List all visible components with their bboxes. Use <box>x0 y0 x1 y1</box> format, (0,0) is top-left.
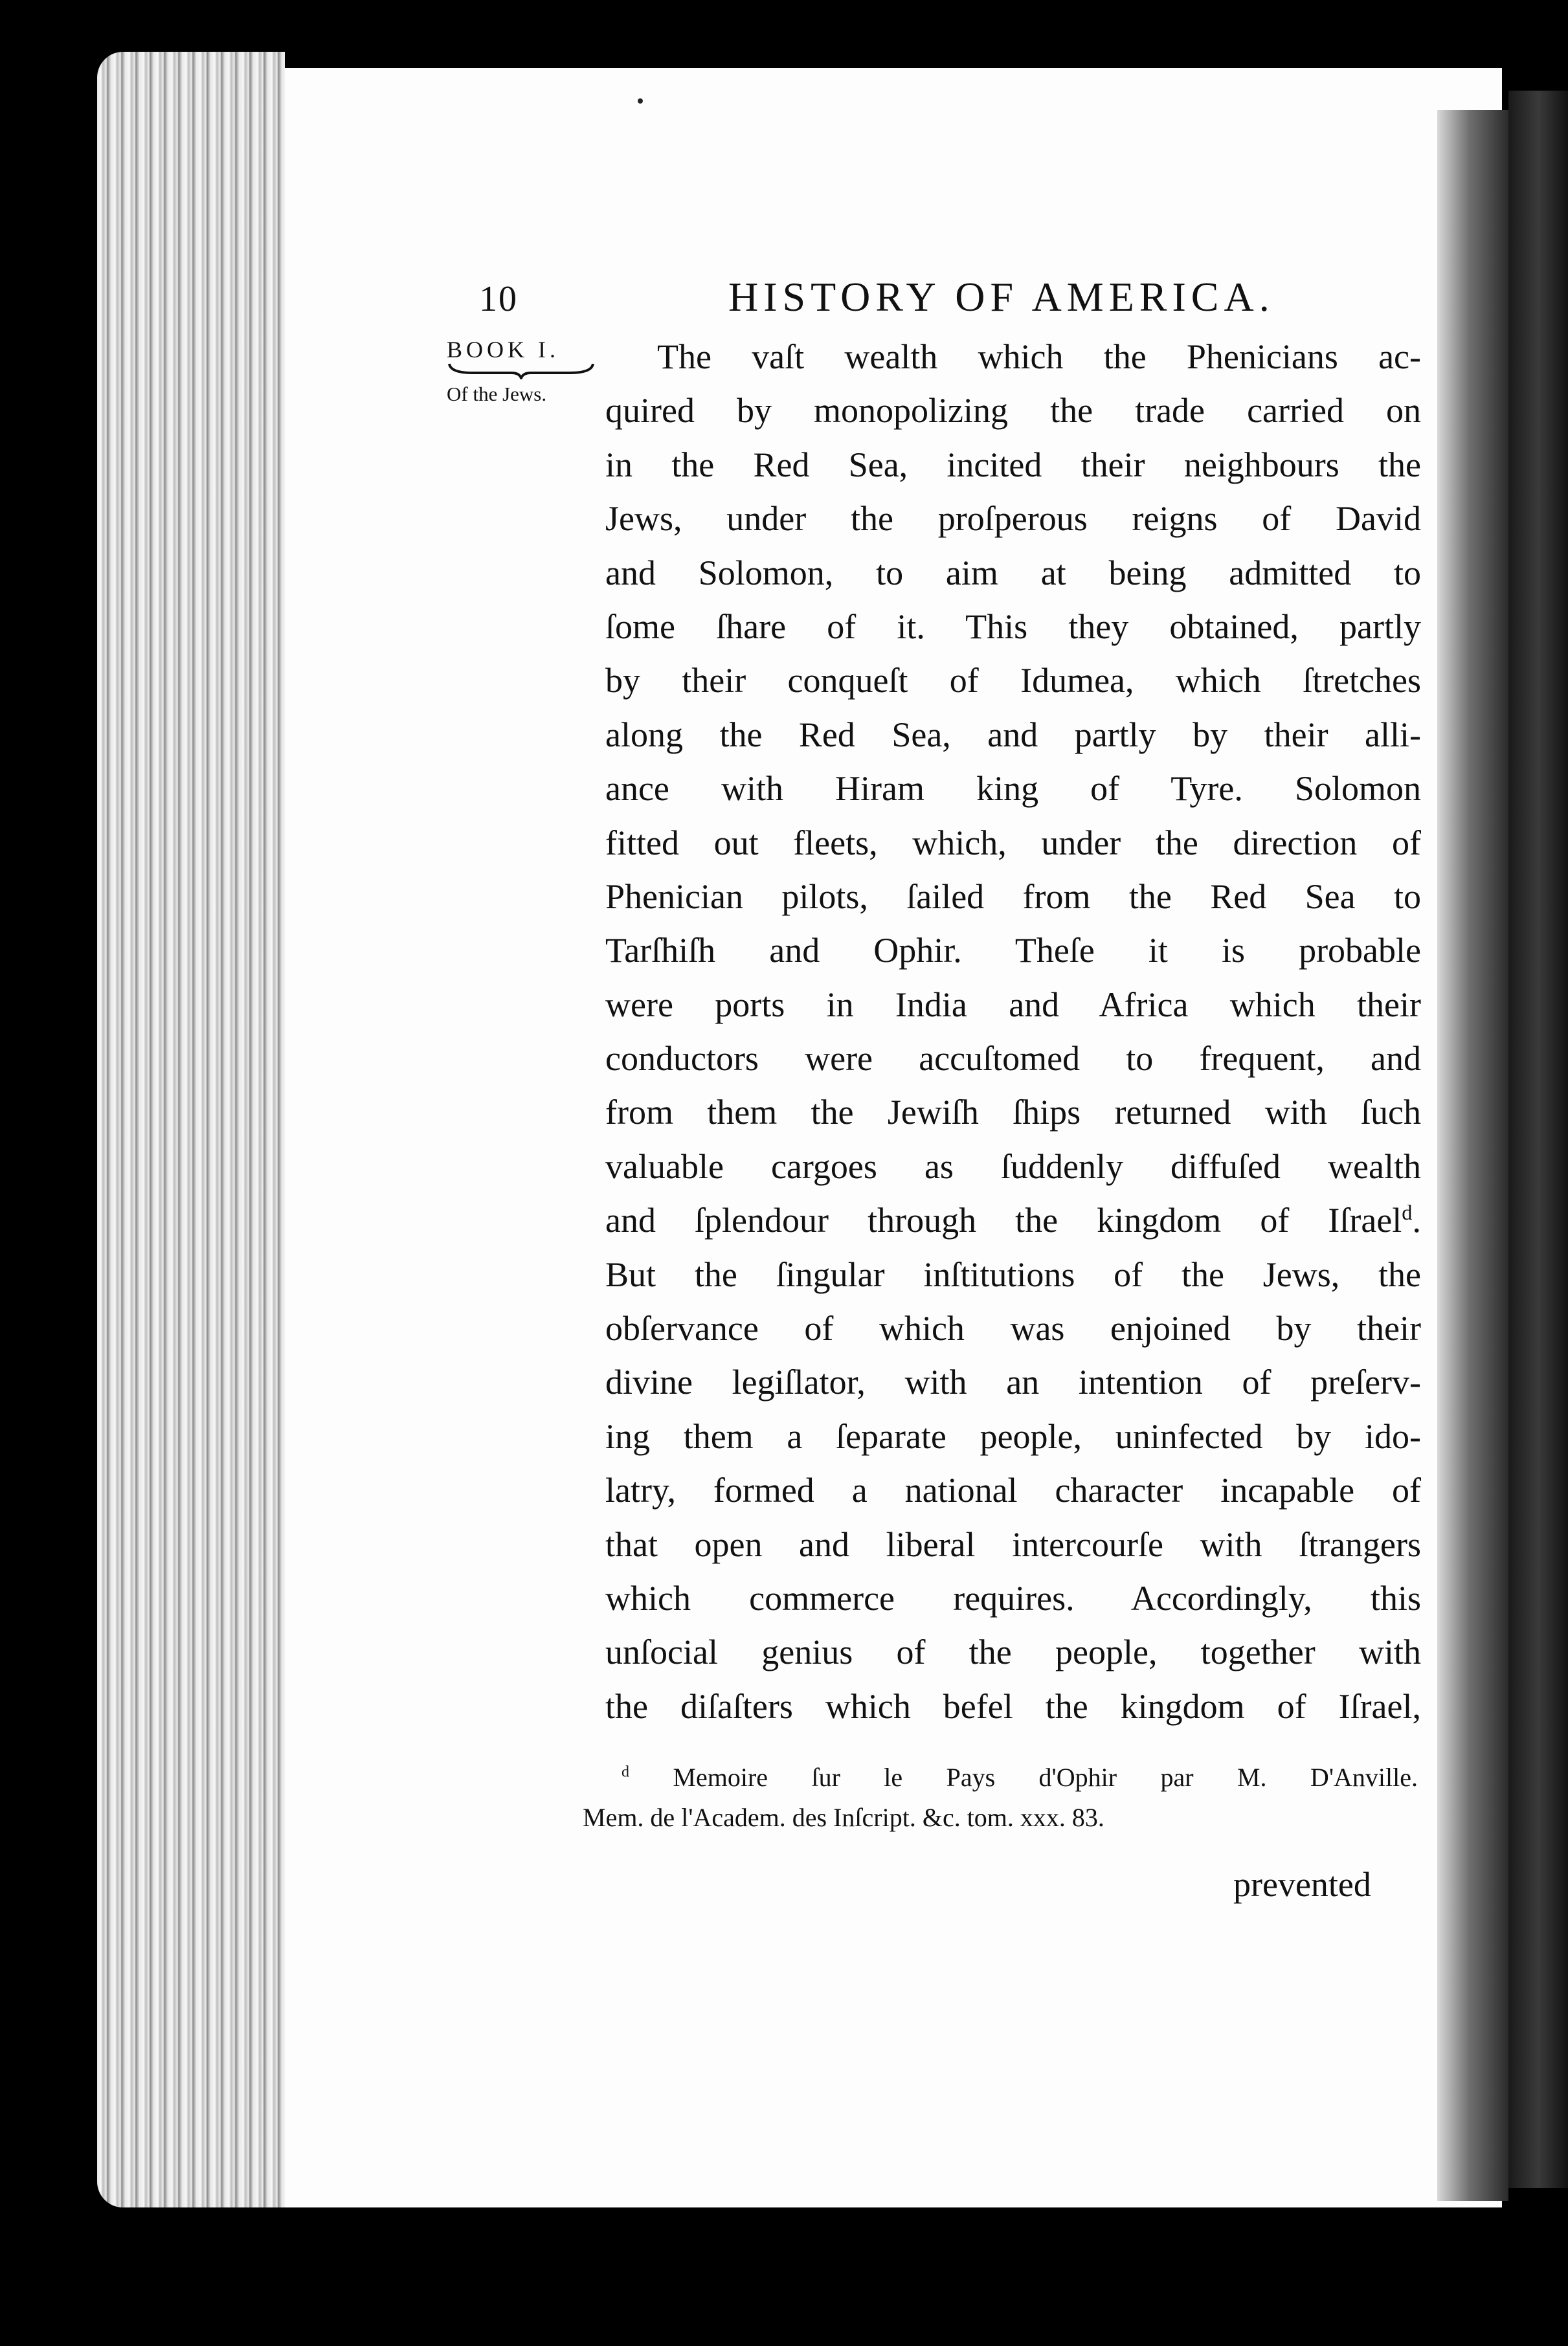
body-text <box>605 330 1421 1734</box>
text-line-content: from them the Jewiſh ſhips returned with ſuch <box>605 1093 1421 1132</box>
text-line <box>605 1248 1421 1302</box>
text-line-content: Tarſhiſh and Ophir. Theſe it is probable <box>605 931 1421 970</box>
text-line-content: latry, formed a national character incapable of <box>605 1471 1421 1510</box>
brace-mark <box>447 363 596 379</box>
period: . <box>1412 1201 1421 1240</box>
text-line <box>605 654 1421 708</box>
text-line-content: the diſaſters which befel the kingdom of Iſrael, <box>605 1686 1421 1726</box>
text-line <box>605 816 1421 870</box>
running-title: HISTORY OF AMERICA. <box>728 274 1275 320</box>
text-line <box>605 492 1421 546</box>
text-line-content: conductors were accuſtomed to frequent, and <box>605 1039 1421 1078</box>
text-line-content: fitted out fleets, which, under the direction of <box>605 823 1421 862</box>
text-line-content: ance with Hiram king of Tyre. Solomon <box>605 769 1421 809</box>
text-line <box>605 1625 1421 1679</box>
text-line <box>605 1680 1421 1734</box>
book-label: BOOK I. <box>447 337 559 363</box>
text-line-content: The vaſt wealth which the Phenicians ac- <box>657 337 1421 376</box>
facing-page-edge <box>1508 91 1568 2188</box>
text-line-content: and ſplendour through the kingdom of Iſrael <box>605 1201 1402 1240</box>
text-line <box>605 600 1421 654</box>
footnote-line <box>583 1758 1418 1798</box>
text-line <box>605 1518 1421 1572</box>
text-line-content: divine legiſlator, with an intention of preſerv- <box>605 1363 1421 1402</box>
text-line <box>605 708 1421 762</box>
text-line-content: in the Red Sea, incited their neighbours the <box>605 445 1421 484</box>
text-line-content: that open and liberal intercourſe with ſtrangers <box>605 1525 1421 1564</box>
text-line-content: ing them a ſeparate people, uninfected by ido- <box>605 1416 1421 1456</box>
text-line-content: valuable cargoes as ſuddenly diffuſed wealth <box>605 1146 1421 1186</box>
text-line <box>605 1032 1421 1086</box>
text-line <box>605 546 1421 600</box>
text-line <box>605 870 1421 924</box>
gutter-shadow <box>1437 110 1508 2201</box>
section-label: Of the Jews. <box>447 383 547 405</box>
text-line-content: Phenician pilots, ſailed from the Red Sea to <box>605 877 1421 916</box>
page-number: 10 <box>479 279 518 319</box>
text-line <box>605 1194 1421 1247</box>
text-line <box>605 1410 1421 1464</box>
text-line-content: quired by monopolizing the trade carried on <box>605 391 1421 430</box>
text-line <box>605 762 1421 816</box>
text-line <box>605 1140 1421 1194</box>
footnote-marker: d <box>622 1763 629 1781</box>
running-header <box>479 274 1314 330</box>
footnote-text-2: Mem. de l'Academ. des Inſcript. &c. tom. xxx. 83. <box>583 1803 1104 1832</box>
margin-note <box>447 337 602 407</box>
text-line-content: ſome ſhare of it. This they obtained, partly <box>605 607 1421 646</box>
text-line-content: and Solomon, to aim at being admitted to <box>605 553 1421 592</box>
text-line-content: But the ſingular inſtitutions of the Jews, the <box>605 1255 1421 1294</box>
text-line <box>605 1356 1421 1409</box>
text-line-content: Jews, under the proſperous reigns of David <box>605 499 1421 539</box>
text-line <box>605 978 1421 1032</box>
print-speck <box>638 98 643 104</box>
catchword: prevented <box>1233 1865 1371 1904</box>
footnote-line <box>583 1798 1418 1838</box>
text-line <box>605 384 1421 438</box>
text-line <box>605 1086 1421 1139</box>
text-line-content: unſocial genius of the people, together with <box>605 1633 1421 1672</box>
text-line <box>605 1572 1421 1625</box>
footnote-reference: d <box>1402 1201 1413 1225</box>
footnote-text-1: Memoire ſur le Pays d'Ophir par M. D'Anville. <box>673 1763 1418 1792</box>
text-line <box>605 1302 1421 1356</box>
text-line <box>605 924 1421 978</box>
text-line <box>605 330 1421 384</box>
text-line <box>605 438 1421 492</box>
footnote <box>583 1758 1418 1838</box>
book-page-edges <box>97 52 285 2207</box>
text-line-content: obſervance of which was enjoined by their <box>605 1309 1421 1348</box>
text-line-content: along the Red Sea, and partly by their alli- <box>605 715 1421 754</box>
text-line-content: were ports in India and Africa which their <box>605 985 1421 1024</box>
text-line-content: which commerce requires. Accordingly, this <box>605 1578 1421 1618</box>
text-line-content: by their conqueſt of Idumea, which ſtretches <box>605 661 1421 700</box>
text-line <box>605 1464 1421 1517</box>
